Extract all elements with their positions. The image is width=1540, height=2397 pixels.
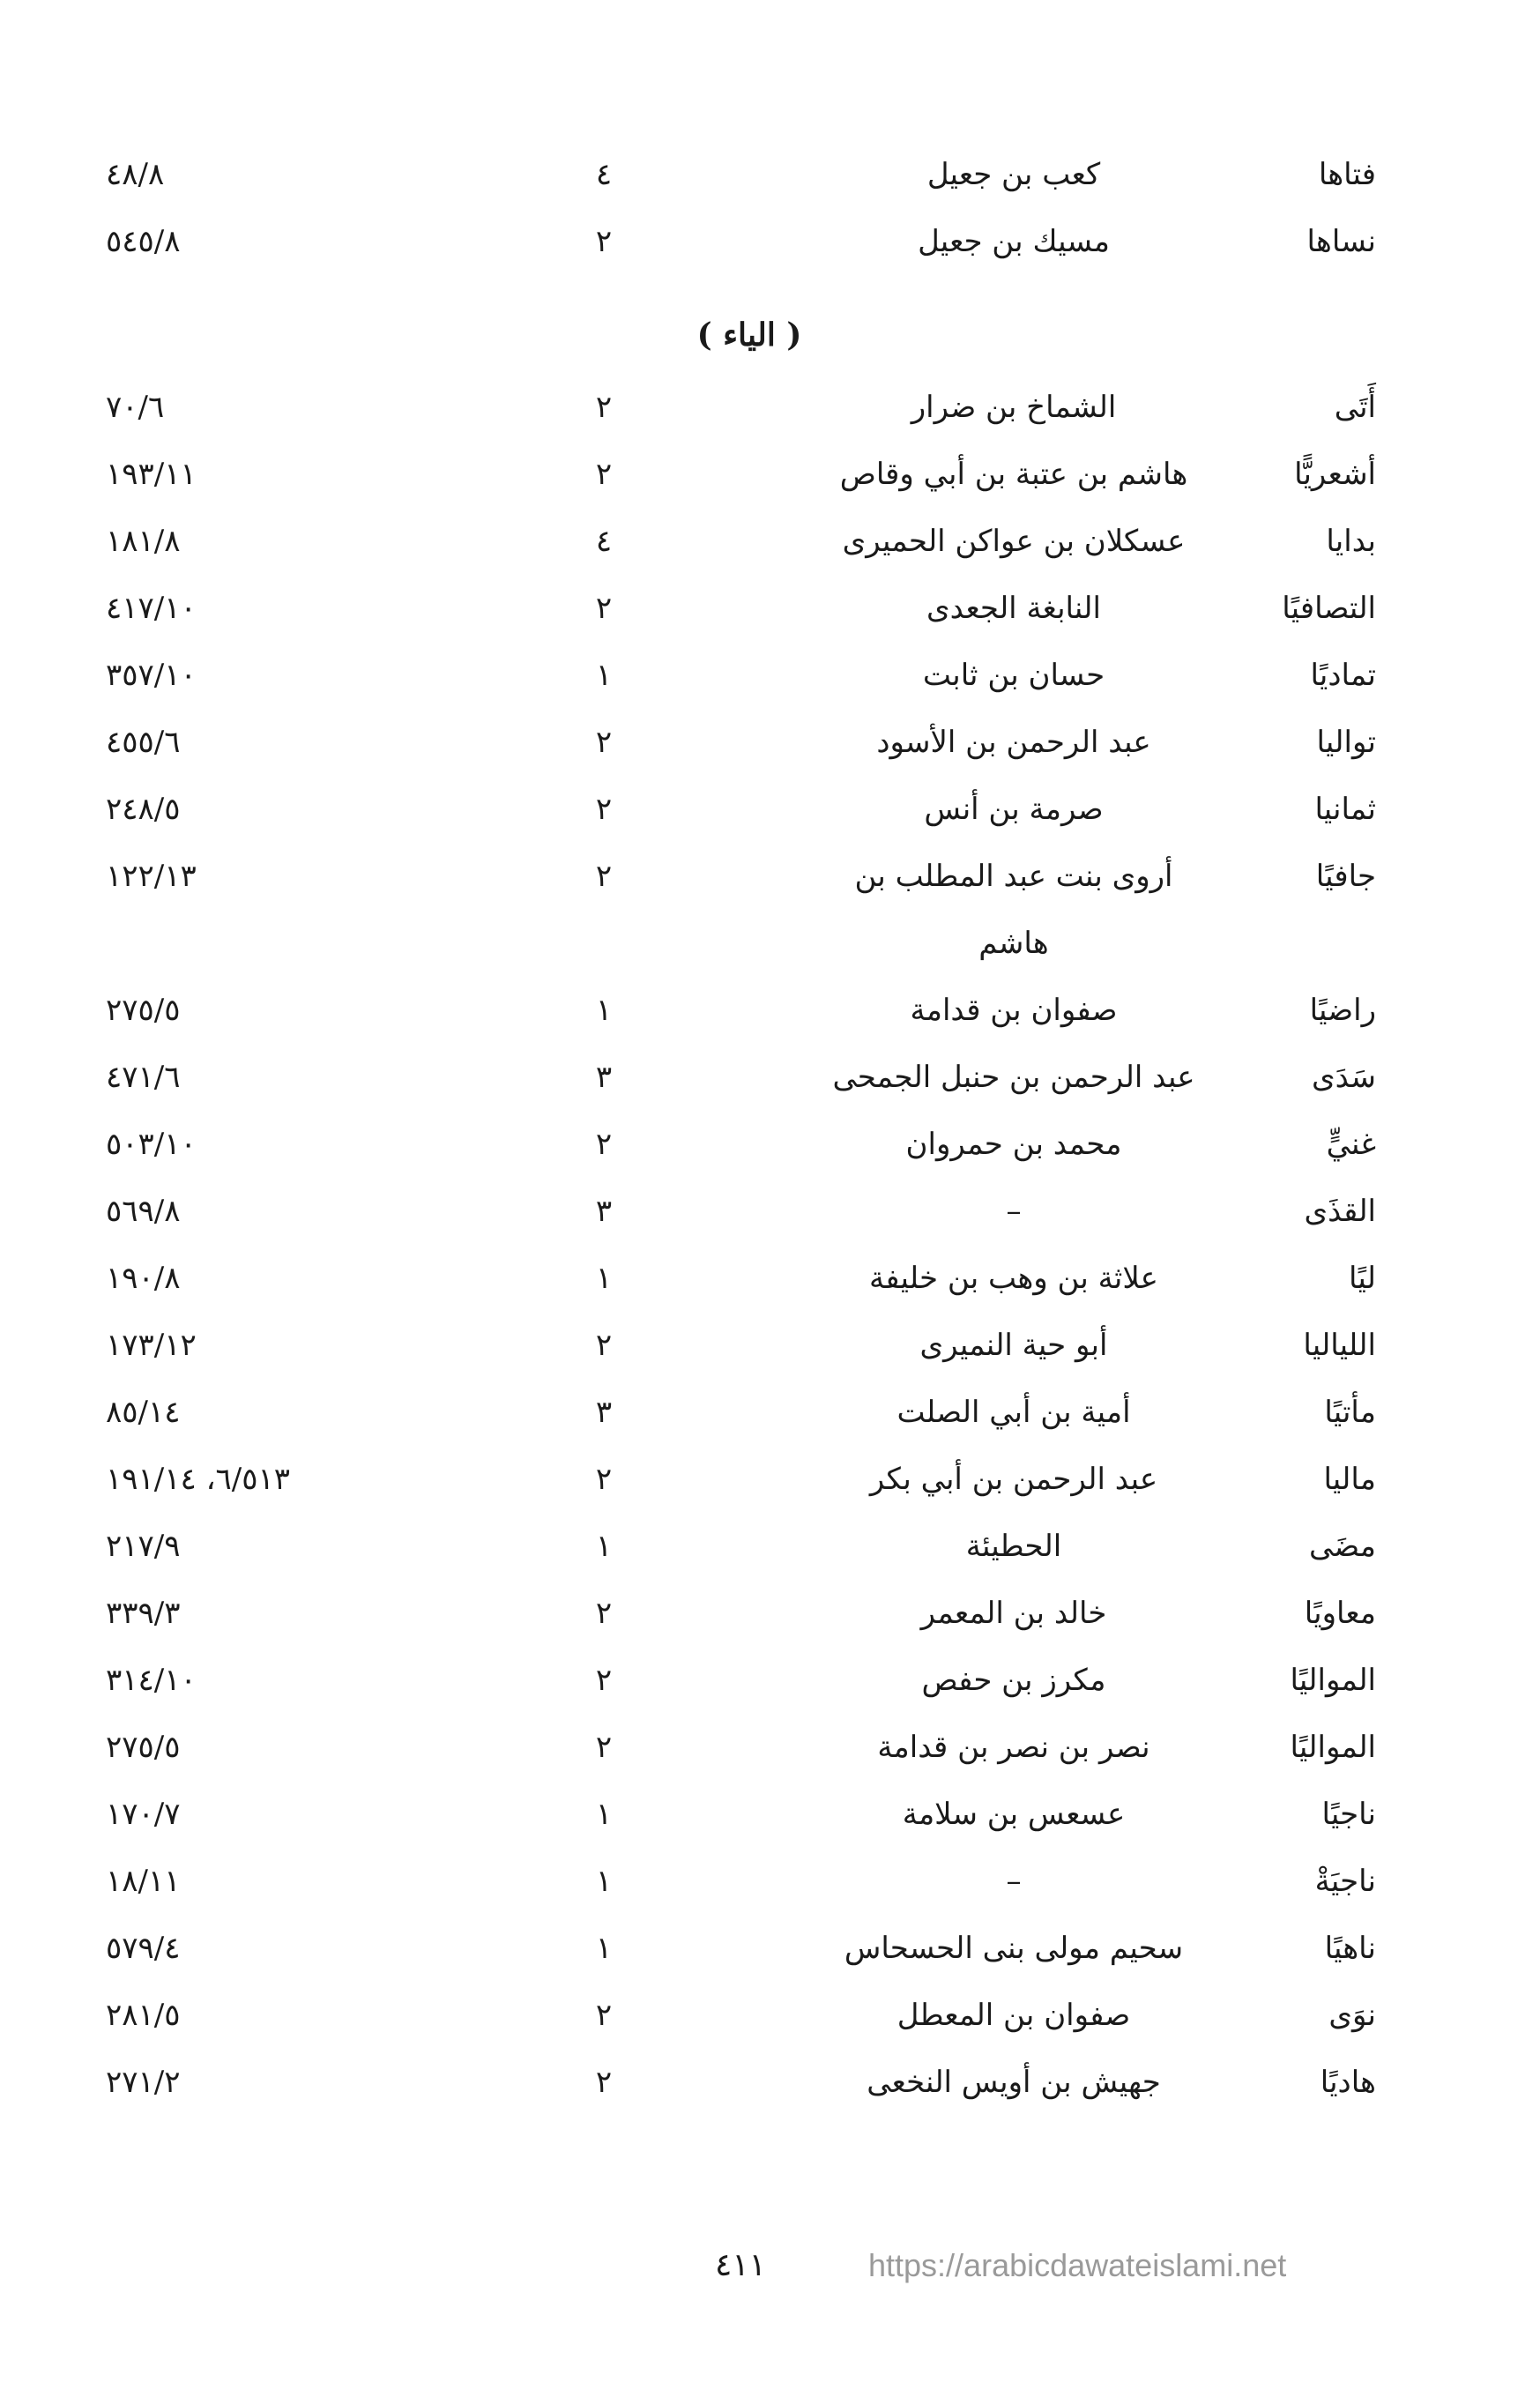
poet-name: عبد الرحمن بن حنبل الجمحى (832, 1060, 1195, 1095)
poet-name: صرمة بن أنس (924, 792, 1104, 827)
ref-text: ٤١٧/١٠ (106, 591, 197, 626)
ref-text: ٣٥٧/١٠ (106, 658, 197, 693)
index-row (0, 441, 1540, 508)
verse-count: ٤ (595, 157, 613, 192)
poet-name: – (1006, 1194, 1022, 1229)
poet-name: عبد الرحمن بن الأسود (876, 725, 1151, 760)
rhyme-word: غنيٍّ (1326, 1127, 1376, 1162)
volume-page-ref (106, 1379, 423, 1446)
rhyme-word: ثمانيا (1314, 792, 1376, 827)
index-row (0, 374, 1540, 441)
section-heading: ( الياء ) (696, 316, 802, 354)
verse-count: ٣ (595, 1060, 613, 1095)
rhyme-word: مأتيًا (1324, 1395, 1376, 1430)
volume-page-ref (106, 1714, 423, 1781)
rhyme-word: تواليا (1316, 725, 1376, 760)
volume-page-ref (106, 1647, 423, 1714)
volume-page-ref (106, 977, 423, 1044)
rhyme-word: المواليًا (1290, 1663, 1376, 1698)
index-row (0, 642, 1540, 709)
index-row (0, 1044, 1540, 1111)
ref-text: ١٧٣/١٢ (106, 1328, 197, 1363)
index-row (0, 1178, 1540, 1245)
verse-count: ١ (595, 658, 613, 693)
verse-count: ٢ (595, 792, 613, 827)
ref-text: ٥٠٣/١٠ (106, 1127, 197, 1162)
verse-count: ٢ (595, 1730, 613, 1765)
verse-count: ٢ (595, 2065, 613, 2100)
volume-page-ref (106, 508, 423, 575)
ref-text: ١٨١/٨ (106, 524, 181, 559)
rhyme-word: فتاها (1318, 157, 1376, 192)
index-row (0, 709, 1540, 776)
volume-page-ref (106, 208, 423, 275)
poet-name: عسكلان بن عواكن الحميرى (842, 524, 1186, 559)
verse-count: ٢ (595, 1462, 613, 1497)
rhyme-word: اللياليا (1303, 1328, 1376, 1363)
index-row (0, 1111, 1540, 1178)
ref-text: ١٨/١١ (106, 1864, 181, 1899)
index-row (0, 208, 1540, 275)
volume-page-ref (106, 1848, 423, 1915)
index-row (0, 2049, 1540, 2116)
verse-count: ٢ (595, 1663, 613, 1698)
volume-page-ref (106, 1178, 423, 1245)
rhyme-word: ماليا (1323, 1462, 1376, 1497)
poet-name: سحيم مولى بنى الحسحاس (844, 1931, 1184, 1966)
verse-count: ١ (595, 993, 613, 1028)
verse-count: ٢ (595, 1596, 613, 1631)
volume-page-ref (106, 1781, 423, 1848)
volume-page-ref (106, 843, 423, 910)
verse-count: ٢ (595, 457, 613, 492)
poet-name: مسيك بن جعيل (918, 224, 1110, 259)
volume-page-ref (106, 1915, 423, 1982)
verse-count: ٢ (595, 725, 613, 760)
watermark-url: https://arabicdawateislami.net (868, 2247, 1287, 2283)
poet-name: حسان بن ثابت (922, 658, 1105, 693)
index-row (0, 508, 1540, 575)
index-row (0, 1781, 1540, 1848)
volume-page-ref (106, 1111, 423, 1178)
poet-name: عبد الرحمن بن أبي بكر (869, 1462, 1158, 1497)
volume-page-ref (106, 776, 423, 843)
index-row (0, 1848, 1540, 1915)
poet-name: جهيش بن أويس النخعى (867, 2065, 1161, 2100)
index-row (0, 776, 1540, 843)
poet-name: أبو حية النميرى (919, 1328, 1108, 1363)
verse-count: ٣ (595, 1194, 613, 1229)
ref-text: ٤٧١/٦ (106, 1060, 181, 1095)
ref-text: ١٩٣/١١ (106, 457, 197, 492)
poet-name: محمد بن حمروان (905, 1127, 1122, 1162)
rhyme-word: القذَى (1304, 1194, 1376, 1229)
volume-page-ref (106, 642, 423, 709)
rhyme-word: ناجيًا (1321, 1797, 1376, 1832)
rhyme-word: راضيًا (1309, 993, 1376, 1028)
ref-text: ٢٧٥/٥ (106, 1730, 181, 1765)
rhyme-word: مضَى (1308, 1529, 1376, 1564)
verse-count: ١ (595, 1864, 613, 1899)
poet-name: الحطيئة (965, 1529, 1062, 1564)
ref-text: ٣١٤/١٠ (106, 1663, 197, 1698)
index-row (0, 1379, 1540, 1446)
ref-text: ٢٤٨/٥ (106, 792, 181, 827)
verse-count: ٢ (595, 1328, 613, 1363)
poet-name: الشماخ بن ضرار (911, 390, 1117, 425)
rhyme-word: نساها (1306, 224, 1376, 259)
poet-name: عسعس بن سلامة (902, 1797, 1126, 1832)
ref-text: ١٢٢/١٣ (106, 859, 197, 894)
index-row (0, 843, 1540, 910)
ref-text: ٥٤٥/٨ (106, 224, 181, 259)
verse-count: ١ (595, 1931, 613, 1966)
ref-text: ١٩٠/٨ (106, 1261, 181, 1296)
index-row (0, 1915, 1540, 1982)
volume-page-ref (106, 141, 423, 208)
volume-page-ref (106, 1513, 423, 1580)
volume-page-ref (106, 374, 423, 441)
page-number: ٤١١ (714, 2247, 766, 2283)
rhyme-word: ناهيًا (1324, 1931, 1376, 1966)
ref-text: ٢٧١/٢ (106, 2065, 181, 2100)
poet-name: نصر بن نصر بن قدامة (877, 1730, 1150, 1765)
verse-count: ٤ (595, 524, 613, 559)
verse-count: ١ (595, 1797, 613, 1832)
volume-page-ref (106, 709, 423, 776)
verse-count: ٢ (595, 390, 613, 425)
index-row (0, 1580, 1540, 1647)
ref-text: ٧٠/٦ (106, 390, 165, 425)
index-row (0, 141, 1540, 208)
ref-text: ٥٧٩/٤ (106, 1931, 181, 1966)
rhyme-word: سَدَى (1312, 1060, 1376, 1095)
verse-count: ٢ (595, 591, 613, 626)
volume-page-ref (106, 2049, 423, 2116)
verse-count: ٣ (595, 1395, 613, 1430)
ref-text: ٦/٥١٣، ١٩١/١٤ (106, 1462, 291, 1497)
rhyme-word: التصافيًا (1282, 591, 1376, 626)
volume-page-ref (106, 575, 423, 642)
ref-text: ٢٧٥/٥ (106, 993, 181, 1028)
volume-page-ref (106, 1245, 423, 1312)
volume-page-ref (106, 1580, 423, 1647)
index-row (0, 575, 1540, 642)
poet-name: خالد بن المعمر (920, 1596, 1107, 1631)
verse-count: ١ (595, 1529, 613, 1564)
ref-text: ٨٥/١٤ (106, 1395, 181, 1430)
volume-page-ref (106, 1446, 423, 1513)
poet-name: هاشم بن عتبة بن أبي وقاص (839, 457, 1188, 492)
ref-text: ٤٥٥/٦ (106, 725, 181, 760)
ref-text: ٤٨/٨ (106, 157, 165, 192)
index-row (0, 1245, 1540, 1312)
ref-text: ٥٦٩/٨ (106, 1194, 181, 1229)
verse-count: ٢ (595, 224, 613, 259)
poet-name: كعب بن جعيل (926, 157, 1101, 192)
poet-name: أروى بنت عبد المطلب بن (854, 859, 1173, 894)
index-row (0, 1714, 1540, 1781)
rhyme-word: هاديًا (1320, 2065, 1376, 2100)
poet-name: أمية بن أبي الصلت (896, 1395, 1131, 1430)
rhyme-word: المواليًا (1290, 1730, 1376, 1765)
verse-count: ١ (595, 1261, 613, 1296)
ref-text: ٣٣٩/٣ (106, 1596, 181, 1631)
index-row (0, 1312, 1540, 1379)
poet-name: صفوان بن قدامة (910, 993, 1118, 1028)
rhyme-word: ناجيَةْ (1314, 1864, 1376, 1899)
rhyme-word: نوَى (1328, 1998, 1376, 2033)
poet-name: علاثة بن وهب بن خليفة (869, 1261, 1158, 1296)
index-row (0, 1446, 1540, 1513)
rhyme-word: أَتَى (1334, 390, 1376, 425)
poet-name: النابغة الجعدى (926, 591, 1101, 626)
verse-count: ٢ (595, 1998, 613, 2033)
index-row (0, 1513, 1540, 1580)
volume-page-ref (106, 1312, 423, 1379)
poet-name-continuation: هاشم (978, 926, 1049, 961)
ref-text: ٢١٧/٩ (106, 1529, 181, 1564)
ref-text: ١٧٠/٧ (106, 1797, 181, 1832)
poet-name: مكرز بن حفص (921, 1663, 1106, 1698)
index-row (0, 977, 1540, 1044)
poet-name: – (1006, 1864, 1022, 1899)
index-row (0, 1647, 1540, 1714)
rhyme-word: بدايا (1326, 524, 1376, 559)
verse-count: ٢ (595, 859, 613, 894)
poet-name: صفوان بن المعطل (896, 1998, 1131, 2033)
rhyme-word: أشعريًّا (1294, 457, 1376, 492)
rhyme-word: ليًا (1349, 1261, 1376, 1296)
rhyme-word: معاويًا (1304, 1596, 1376, 1631)
volume-page-ref (106, 441, 423, 508)
verse-count: ٢ (595, 1127, 613, 1162)
volume-page-ref (106, 1982, 423, 2049)
ref-text: ٢٨١/٥ (106, 1998, 181, 2033)
rhyme-word: جافيًا (1315, 859, 1376, 894)
rhyme-word: تماديًا (1310, 658, 1376, 693)
volume-page-ref (106, 1044, 423, 1111)
index-row (0, 1982, 1540, 2049)
